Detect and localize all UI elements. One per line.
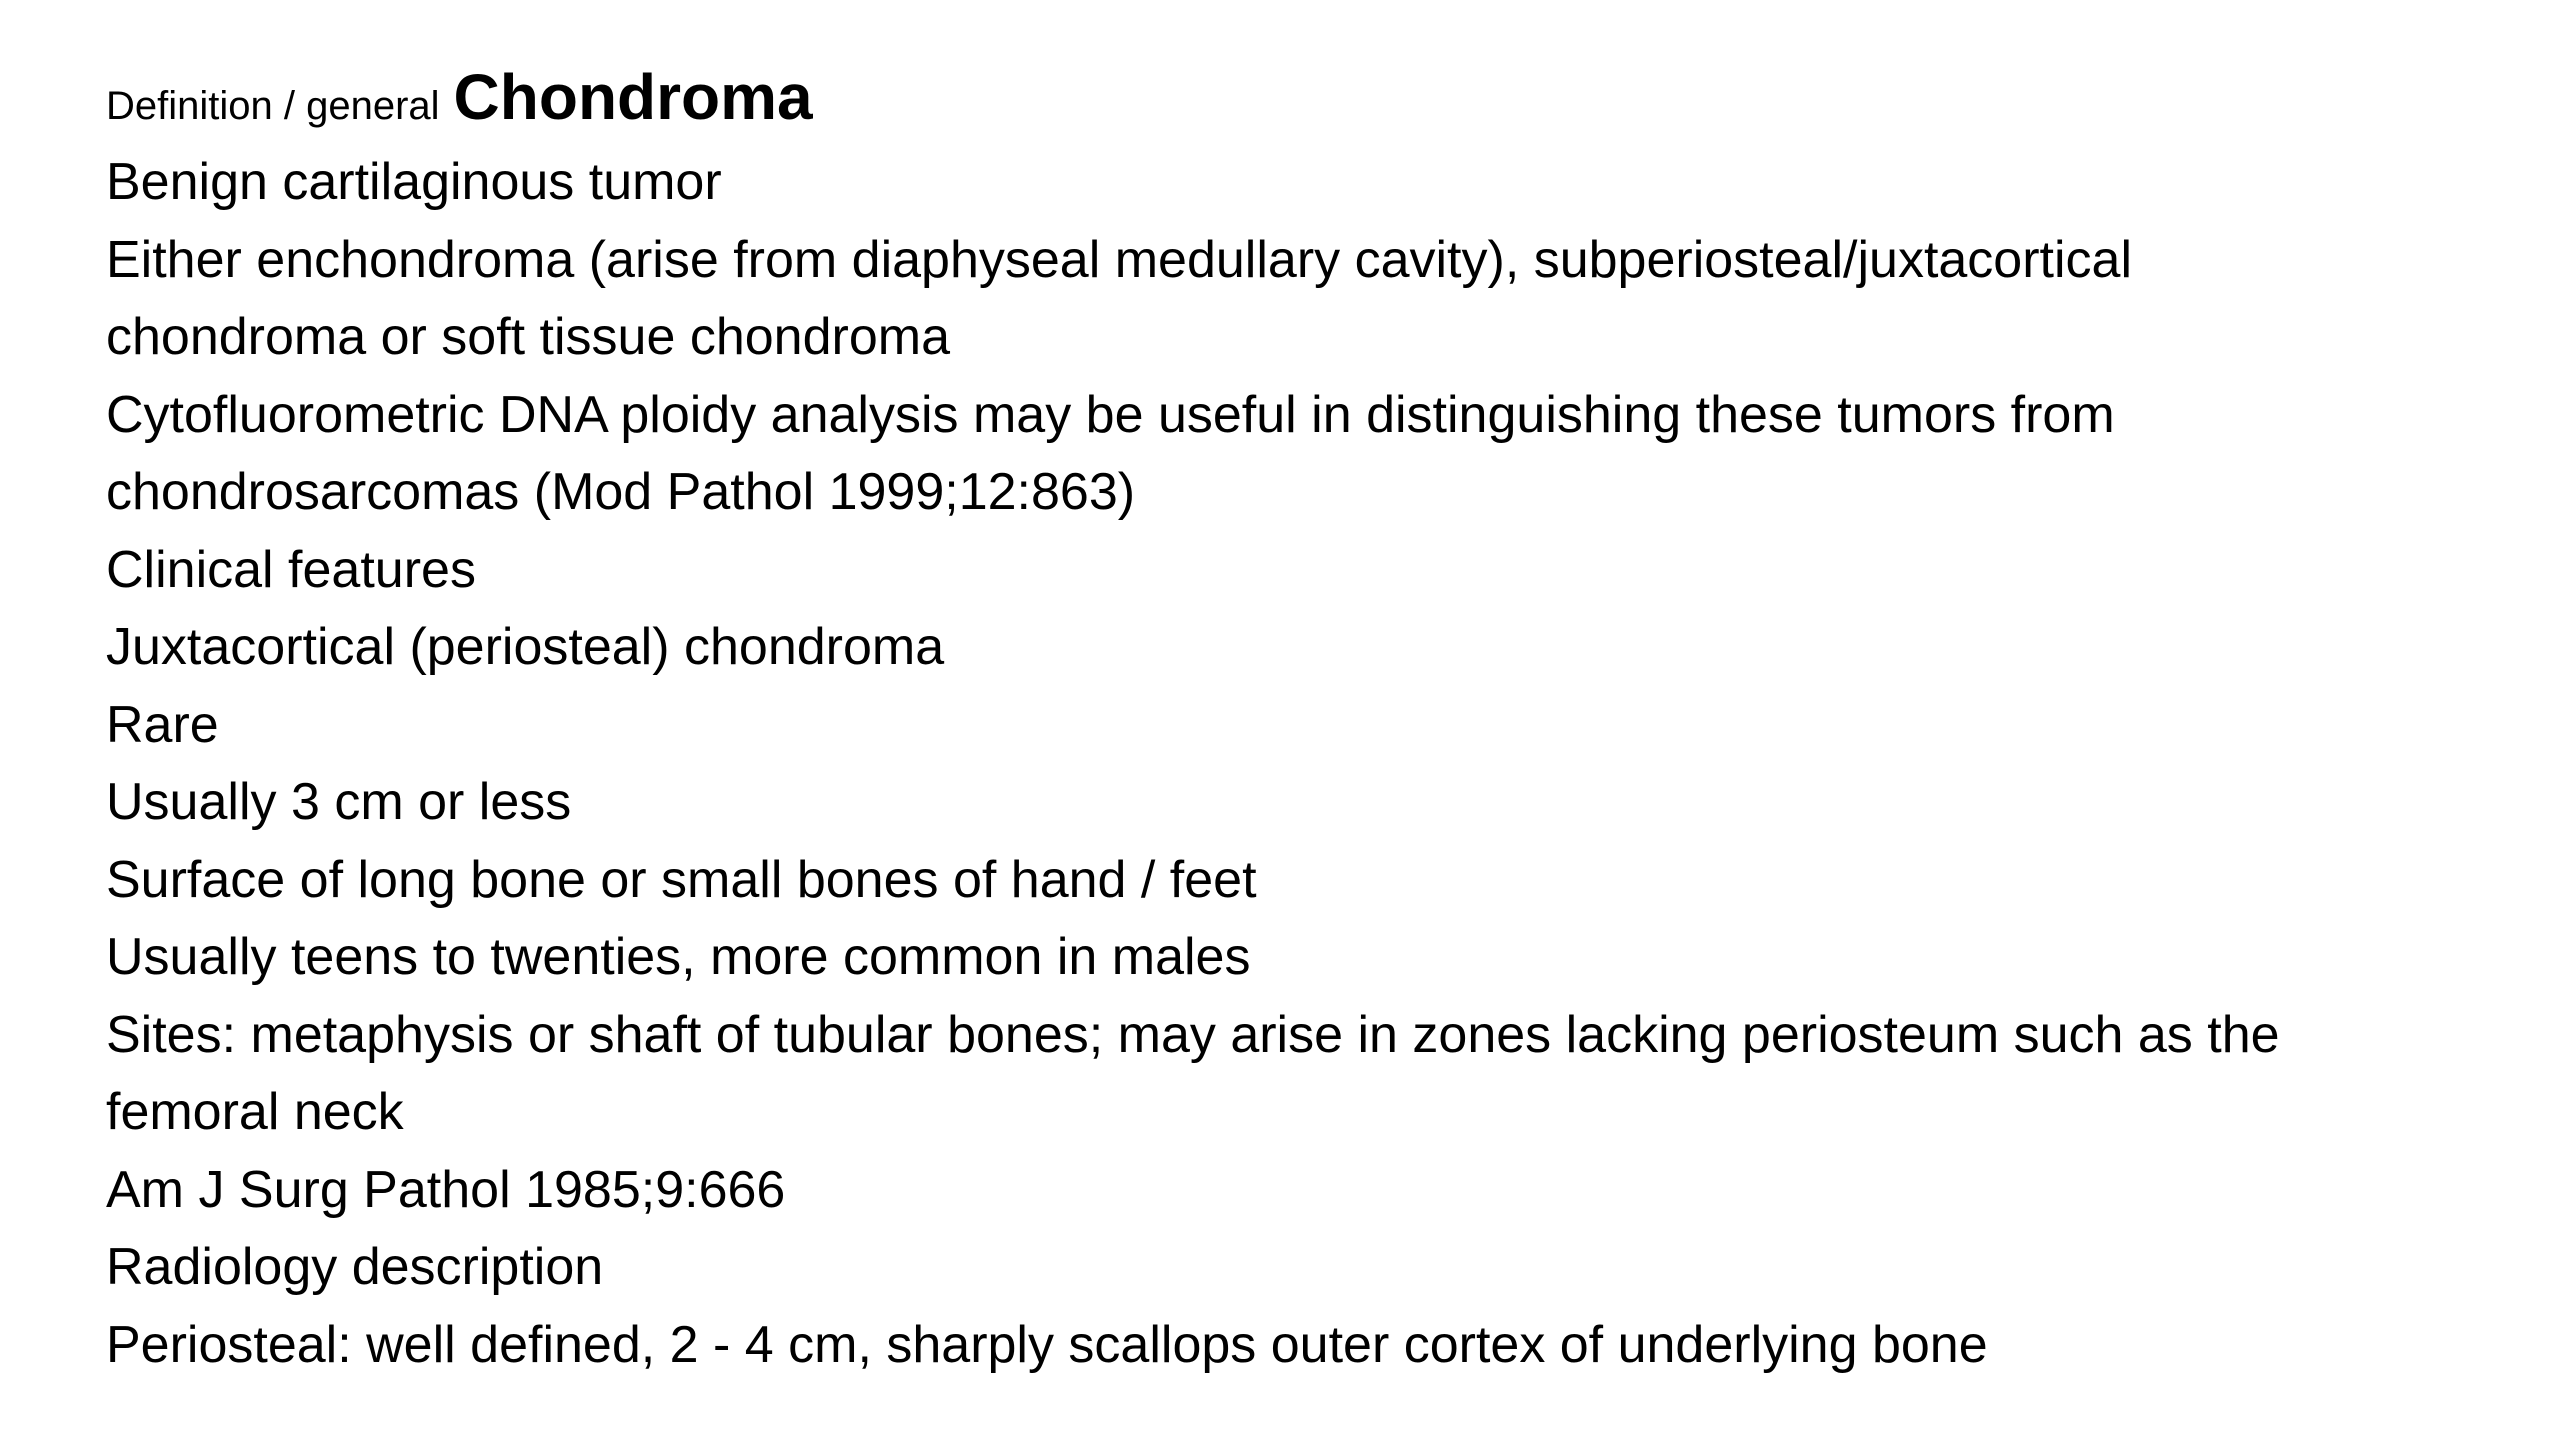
body-text — [106, 144, 2546, 1384]
text-line: Am J Surg Pathol 1985;9:666 — [106, 1160, 786, 1219]
text-line: Rare — [106, 695, 219, 754]
text-line: Usually teens to twenties, more common in males — [106, 928, 1251, 986]
text-line: Surface of long bone or small bones of hand / feet — [106, 850, 1257, 909]
text-line: chondrosarcomas (Mod Pathol 1999;12:863) — [106, 463, 1136, 521]
text-line: femoral neck — [106, 1083, 404, 1141]
text-line: Periosteal: well defined, 2 - 4 cm, sharply scallops outer cortex of underlying bone — [106, 1315, 1988, 1374]
text-line: Sites: metaphysis or shaft of tubular bones; may arise in zones lacking periosteum such as the — [106, 1005, 2280, 1064]
text-line: Cytofluorometric DNA ploidy analysis may be useful in distinguishing these tumors from — [106, 385, 2115, 444]
text-line: Clinical features — [106, 540, 476, 599]
text-line: Juxtacortical (periosteal) chondroma — [106, 618, 945, 676]
text-line: Radiology description — [106, 1238, 604, 1296]
text-line: Benign cartilaginous tumor — [106, 153, 722, 211]
title-prefix: Definition / general — [106, 84, 440, 128]
text-line: Usually 3 cm or less — [106, 773, 572, 831]
text-line: Either enchondroma (arise from diaphyseal medullary cavity), subperiosteal/juxtacortical — [106, 230, 2133, 289]
slide-content — [106, 60, 2546, 1384]
text-line: chondroma or soft tissue chondroma — [106, 308, 950, 366]
title-line — [106, 60, 2546, 144]
page-title: Chondroma — [453, 61, 813, 133]
